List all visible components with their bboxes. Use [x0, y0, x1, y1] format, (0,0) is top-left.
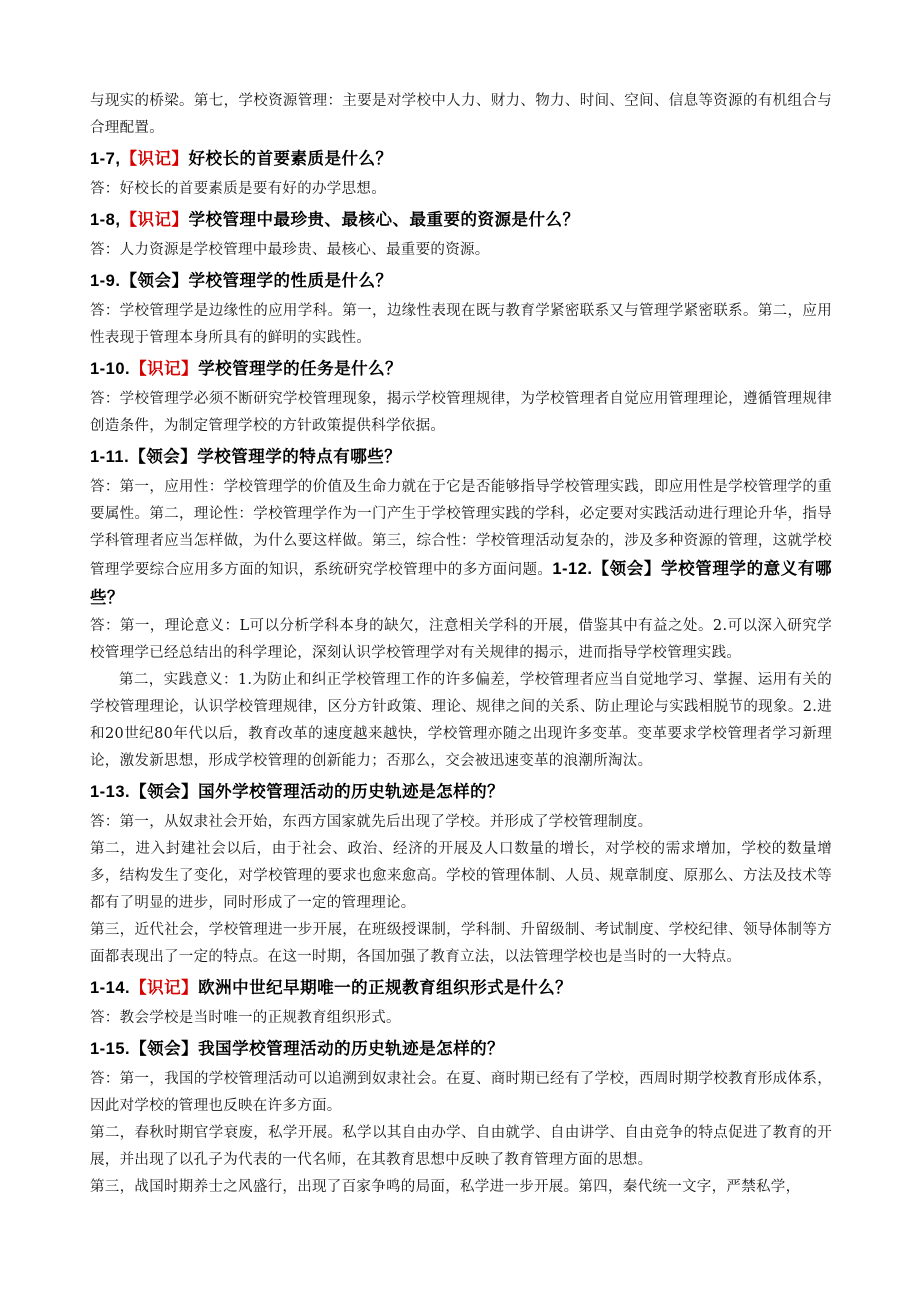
answer-paragraph: 答：教会学校是当时唯一的正规教育组织形式。: [90, 1010, 401, 1026]
question-text: 好校长的首要素质是什么？: [188, 149, 393, 168]
answer-paragraph: 答：第一，从奴隶社会开始，东西方国家就先后出现了学校。并形成了学校管理制度。: [90, 814, 653, 830]
question-number: 1-13.: [90, 783, 131, 801]
question-text: 学校管理学的性质是什么？: [188, 271, 393, 290]
answer-paragraph: 答：第一，理论意义：L可以分析学科本身的缺欠，注意相关学科的开展，借鉴其中有益之处。2.可以深入研究学校管理学已经总结出的科学理论，深刻认识学校管理学对有关规律的揭示，进而指导学校管理实践。: [90, 618, 832, 661]
question-number: 1-9.: [90, 272, 121, 290]
question-heading-1-14: [90, 973, 832, 1003]
question-tag: 【领会】: [129, 447, 198, 466]
question-tag: 【识记】: [120, 149, 189, 168]
document-body: [90, 88, 832, 1201]
answer-paragraph: 第三，近代社会，学校管理进一步开展，在班级授课制，学科制、升留级制、考试制度、学校纪律、领导体制等方面都表现出了一定的特点。在这一时期，各国加强了教育立法，以法管理学校也是当时的一大特点。: [90, 922, 832, 965]
answer-paragraph: [90, 474, 832, 613]
answer-paragraph: 答：好校长的首要素质是要有好的办学思想。: [90, 181, 386, 197]
answer-paragraph: 第二，春秋时期官学衰废，私学开展。私学以其自由办学、自由就学、自由讲学、自由竞争的特点促进了教育的开展，并出现了以孔子为代表的一代名师，在其教育思想中反映了教育管理方面的思想。: [90, 1125, 832, 1168]
question-text: 国外学校管理活动的历史轨迹是怎样的？: [198, 782, 505, 801]
question-number: 1-12.: [552, 560, 593, 578]
question-number: 1-11.: [90, 448, 130, 466]
question-heading-1-13: [90, 777, 832, 807]
question-text: 我国学校管理活动的历史轨迹是怎样的？: [198, 1039, 505, 1058]
question-heading-1-11: [90, 442, 832, 472]
question-number: 1-15.: [90, 1040, 131, 1058]
question-number: 1-8,: [90, 211, 121, 229]
answer-paragraph: 答：学校管理学必须不断研究学校管理现象，揭示学校管理规律，为学校管理者自觉应用管理理论，遵循管理规律创造条件，为制定管理学校的方针政策提供科学依据。: [90, 391, 832, 434]
question-text: 学校管理中最珍贵、最核心、最重要的资源是什么？: [188, 210, 580, 229]
answer-text: 答：第一，应用性：学校管理学的价值及生命力就在于它是否能够指导学校管理实践，即应用性是学校管理学的重要属性。第二，理论性：学校管理学作为一门产生于学校管理实践的学科，必定要对实践活动进行理论升华，指导学科管理者应当怎样做，为什么要这样做。第三，综合性：学校管理活动复杂的，涉及多种资源的管理，这就学校管理学要综合应用多方面的知识，系统研究学校管理中的多方面问题。: [90, 479, 832, 578]
question-tag: 【识记】: [130, 978, 199, 997]
answer-paragraph: 第二，实践意义：1.为防止和纠正学校管理工作的许多偏差，学校管理者应当自觉地学习、掌握、运用有关的学校管理理论，认识学校管理规律，区分方针政策、理论、规律之间的关系、防止理论与实践相脱节的现象。2.进和20世纪80年代以后，教育改革的速度越来越快，学校管理亦随之出现许多变革。变革要求学校管理者学习新理论，激发新思想，形成学校管理的创新能力；否那么，交会被迅速变革的浪潮所淘汰。: [90, 672, 832, 769]
question-heading-1-15: [90, 1034, 832, 1064]
answer-paragraph: 第二，进入封建社会以后，由于社会、政治、经济的开展及人口数量的增长，对学校的需求增加，学校的数量增多，结构发生了变化，对学校管理的要求也愈来愈高。学校的管理体制、人员、规章制度、原那么、方法及技术等都有了明显的进步，同时形成了一定的管理理论。: [90, 841, 832, 911]
question-text: 欧洲中世纪早期唯一的正规教育组织形式是什么？: [198, 978, 573, 997]
question-text: 学校管理学的特点有哪些？: [197, 447, 402, 466]
answer-paragraph: 答：第一，我国的学校管理活动可以追溯到奴隶社会。在夏、商时期已经有了学校，西周时期学校教育形成体系，因此对学校的管理也反映在许多方面。: [90, 1071, 832, 1114]
question-heading-1-8: [90, 205, 832, 235]
question-tag: 【领会】: [130, 1039, 199, 1058]
answer-paragraph: 答：学校管理学是边缘性的应用学科。第一，边缘性表现在既与教育学紧密联系又与管理学紧密联系。第二，应用性表现于管理本身所具有的鲜明的实践性。: [90, 303, 832, 346]
answer-paragraph: 答：人力资源是学校管理中最珍贵、最核心、最重要的资源。: [90, 242, 490, 258]
question-tag: 【领会】: [130, 782, 199, 801]
question-heading-1-10: [90, 354, 832, 384]
question-tag: 【领会】: [592, 559, 661, 578]
question-number: 1-10.: [90, 360, 131, 378]
question-number: 1-14.: [90, 979, 131, 997]
question-heading-1-7: [90, 144, 832, 174]
question-heading-1-9: [90, 266, 832, 296]
question-text: 学校管理学的意义有哪些？: [90, 559, 833, 607]
question-tag: 【领会】: [120, 271, 189, 290]
question-text: 学校管理学的任务是什么？: [198, 359, 403, 378]
question-tag: 【识记】: [130, 359, 199, 378]
question-number: 1-7,: [90, 150, 121, 168]
question-tag: 【识记】: [120, 210, 189, 229]
answer-paragraph: 第三，战国时期养士之风盛行，出现了百家争鸣的局面，私学进一步开展。第四，秦代统一文字，严禁私学，: [90, 1179, 801, 1195]
paragraph: 与现实的桥梁。第七，学校资源管理：主要是对学校中人力、财力、物力、时间、空间、信息等资源的有机组合与合理配置。: [90, 93, 832, 136]
